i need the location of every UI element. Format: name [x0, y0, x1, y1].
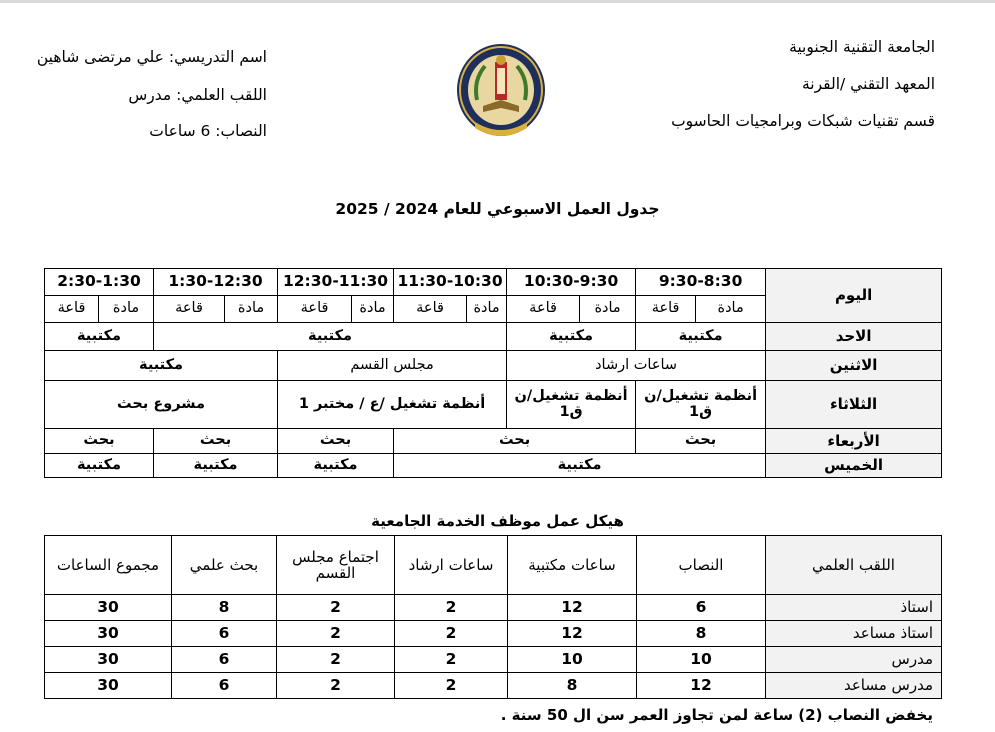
cell: 12 [508, 595, 637, 621]
room-label: قاعة [507, 296, 580, 323]
cell: مجلس القسم [278, 351, 507, 381]
cell: 6 [637, 595, 766, 621]
time-header-row [45, 269, 942, 296]
time-slot-3: 11:30-10:30 [394, 269, 507, 296]
time-slot-1: 9:30-8:30 [636, 269, 766, 296]
day-tuesday: الثلاثاء [766, 381, 942, 429]
cell: 30 [45, 647, 172, 673]
cell: 30 [45, 595, 172, 621]
room-label: قاعة [154, 296, 225, 323]
cell: أنظمة تشغيل /ع / مختبر 1 [278, 381, 507, 429]
time-slot-2: 10:30-9:30 [507, 269, 636, 296]
cell: مكتبية [154, 454, 278, 478]
cell: 12 [508, 621, 637, 647]
day-monday: الاثنين [766, 351, 942, 381]
day-wednesday: الأربعاء [766, 429, 942, 454]
day-column-header: اليوم [766, 269, 942, 323]
cell: بحث [45, 429, 154, 454]
cell: 2 [395, 673, 508, 699]
column-header: بحث علمي [172, 536, 277, 595]
cell: 2 [277, 647, 395, 673]
time-slot-5: 1:30-12:30 [154, 269, 278, 296]
cell: 2 [395, 621, 508, 647]
cell: مكتبية [278, 454, 394, 478]
cell: مكتبية [507, 323, 636, 351]
column-header: النصاب [637, 536, 766, 595]
cell: 6 [172, 647, 277, 673]
cell: مكتبية [45, 454, 154, 478]
cell: 6 [172, 673, 277, 699]
work-structure-table [44, 535, 942, 699]
column-header: ساعات مكتبية [508, 536, 637, 595]
university-logo-emblem [455, 40, 547, 148]
cell: 10 [637, 647, 766, 673]
cell: مكتبية [636, 323, 766, 351]
cell: 12 [637, 673, 766, 699]
cell: 8 [637, 621, 766, 647]
cell: ساعات ارشاد [507, 351, 766, 381]
column-header: اجتماع مجلس القسم [277, 536, 395, 595]
cell: 2 [395, 647, 508, 673]
row-tuesday [45, 381, 942, 429]
subject-label: مادة [467, 296, 507, 323]
cell: مشروع بحث [45, 381, 278, 429]
row-sunday [45, 323, 942, 351]
institute-name: المعهد التقني /القرنة [801, 75, 935, 93]
cell: مكتبية [45, 323, 154, 351]
cell: مكتبية [394, 454, 766, 478]
table-row [45, 595, 942, 621]
day-thursday: الخميس [766, 454, 942, 478]
rank-cell: استاذ مساعد [766, 621, 942, 647]
subject-label: مادة [696, 296, 766, 323]
cell: 6 [172, 621, 277, 647]
rank-cell: استاذ [766, 595, 942, 621]
column-header: مجموع الساعات [45, 536, 172, 595]
subject-label: مادة [99, 296, 154, 323]
rank-cell: مدرس مساعد [766, 673, 942, 699]
time-slot-4: 12:30-11:30 [278, 269, 394, 296]
structure-header-row [45, 536, 942, 595]
university-name: الجامعة التقنية الجنوبية [789, 38, 935, 56]
cell: 30 [45, 673, 172, 699]
column-header: اللقب العلمي [766, 536, 942, 595]
teaching-quota: النصاب: 6 ساعات [149, 122, 267, 140]
cell: 2 [395, 595, 508, 621]
teacher-name: اسم التدريسي: علي مرتضى شاهين [36, 48, 267, 66]
cell: 2 [277, 621, 395, 647]
column-header: ساعات ارشاد [395, 536, 508, 595]
academic-title: اللقب العلمي: مدرس [128, 86, 267, 104]
cell: بحث [394, 429, 636, 454]
cell: بحث [278, 429, 394, 454]
cell: 2 [277, 673, 395, 699]
cell: 8 [508, 673, 637, 699]
subject-label: مادة [352, 296, 394, 323]
row-thursday [45, 454, 942, 478]
subject-label: مادة [225, 296, 278, 323]
row-wednesday [45, 429, 942, 454]
cell: بحث [154, 429, 278, 454]
cell: 2 [277, 595, 395, 621]
cell: مكتبية [154, 323, 507, 351]
structure-caption: هيكل عمل موظف الخدمة الجامعية [371, 512, 624, 530]
cell: 10 [508, 647, 637, 673]
room-label: قاعة [45, 296, 99, 323]
subject-label: مادة [580, 296, 636, 323]
cell: أنظمة تشغيل/ن ق1 [507, 381, 636, 429]
cell: أنظمة تشغيل/ن ق1 [636, 381, 766, 429]
time-slot-6: 2:30-1:30 [45, 269, 154, 296]
rank-cell: مدرس [766, 647, 942, 673]
room-label: قاعة [278, 296, 352, 323]
cell: 8 [172, 595, 277, 621]
room-label: قاعة [394, 296, 467, 323]
table-row [45, 673, 942, 699]
cell: مكتبية [45, 351, 278, 381]
row-monday [45, 351, 942, 381]
day-sunday: الاحد [766, 323, 942, 351]
cell: بحث [636, 429, 766, 454]
table-row [45, 621, 942, 647]
cell: 30 [45, 621, 172, 647]
weekly-schedule-table [44, 268, 942, 478]
schedule-title: جدول العمل الاسبوعي للعام 2024 / 2025 [335, 200, 660, 218]
top-border [0, 0, 995, 3]
table-row [45, 647, 942, 673]
department-name: قسم تقنيات شبكات وبرامجيات الحاسوب [671, 112, 935, 130]
room-label: قاعة [636, 296, 696, 323]
footnote: يخفض النصاب (2) ساعة لمن تجاوز العمر سن ال 50 سنة . [500, 706, 933, 724]
